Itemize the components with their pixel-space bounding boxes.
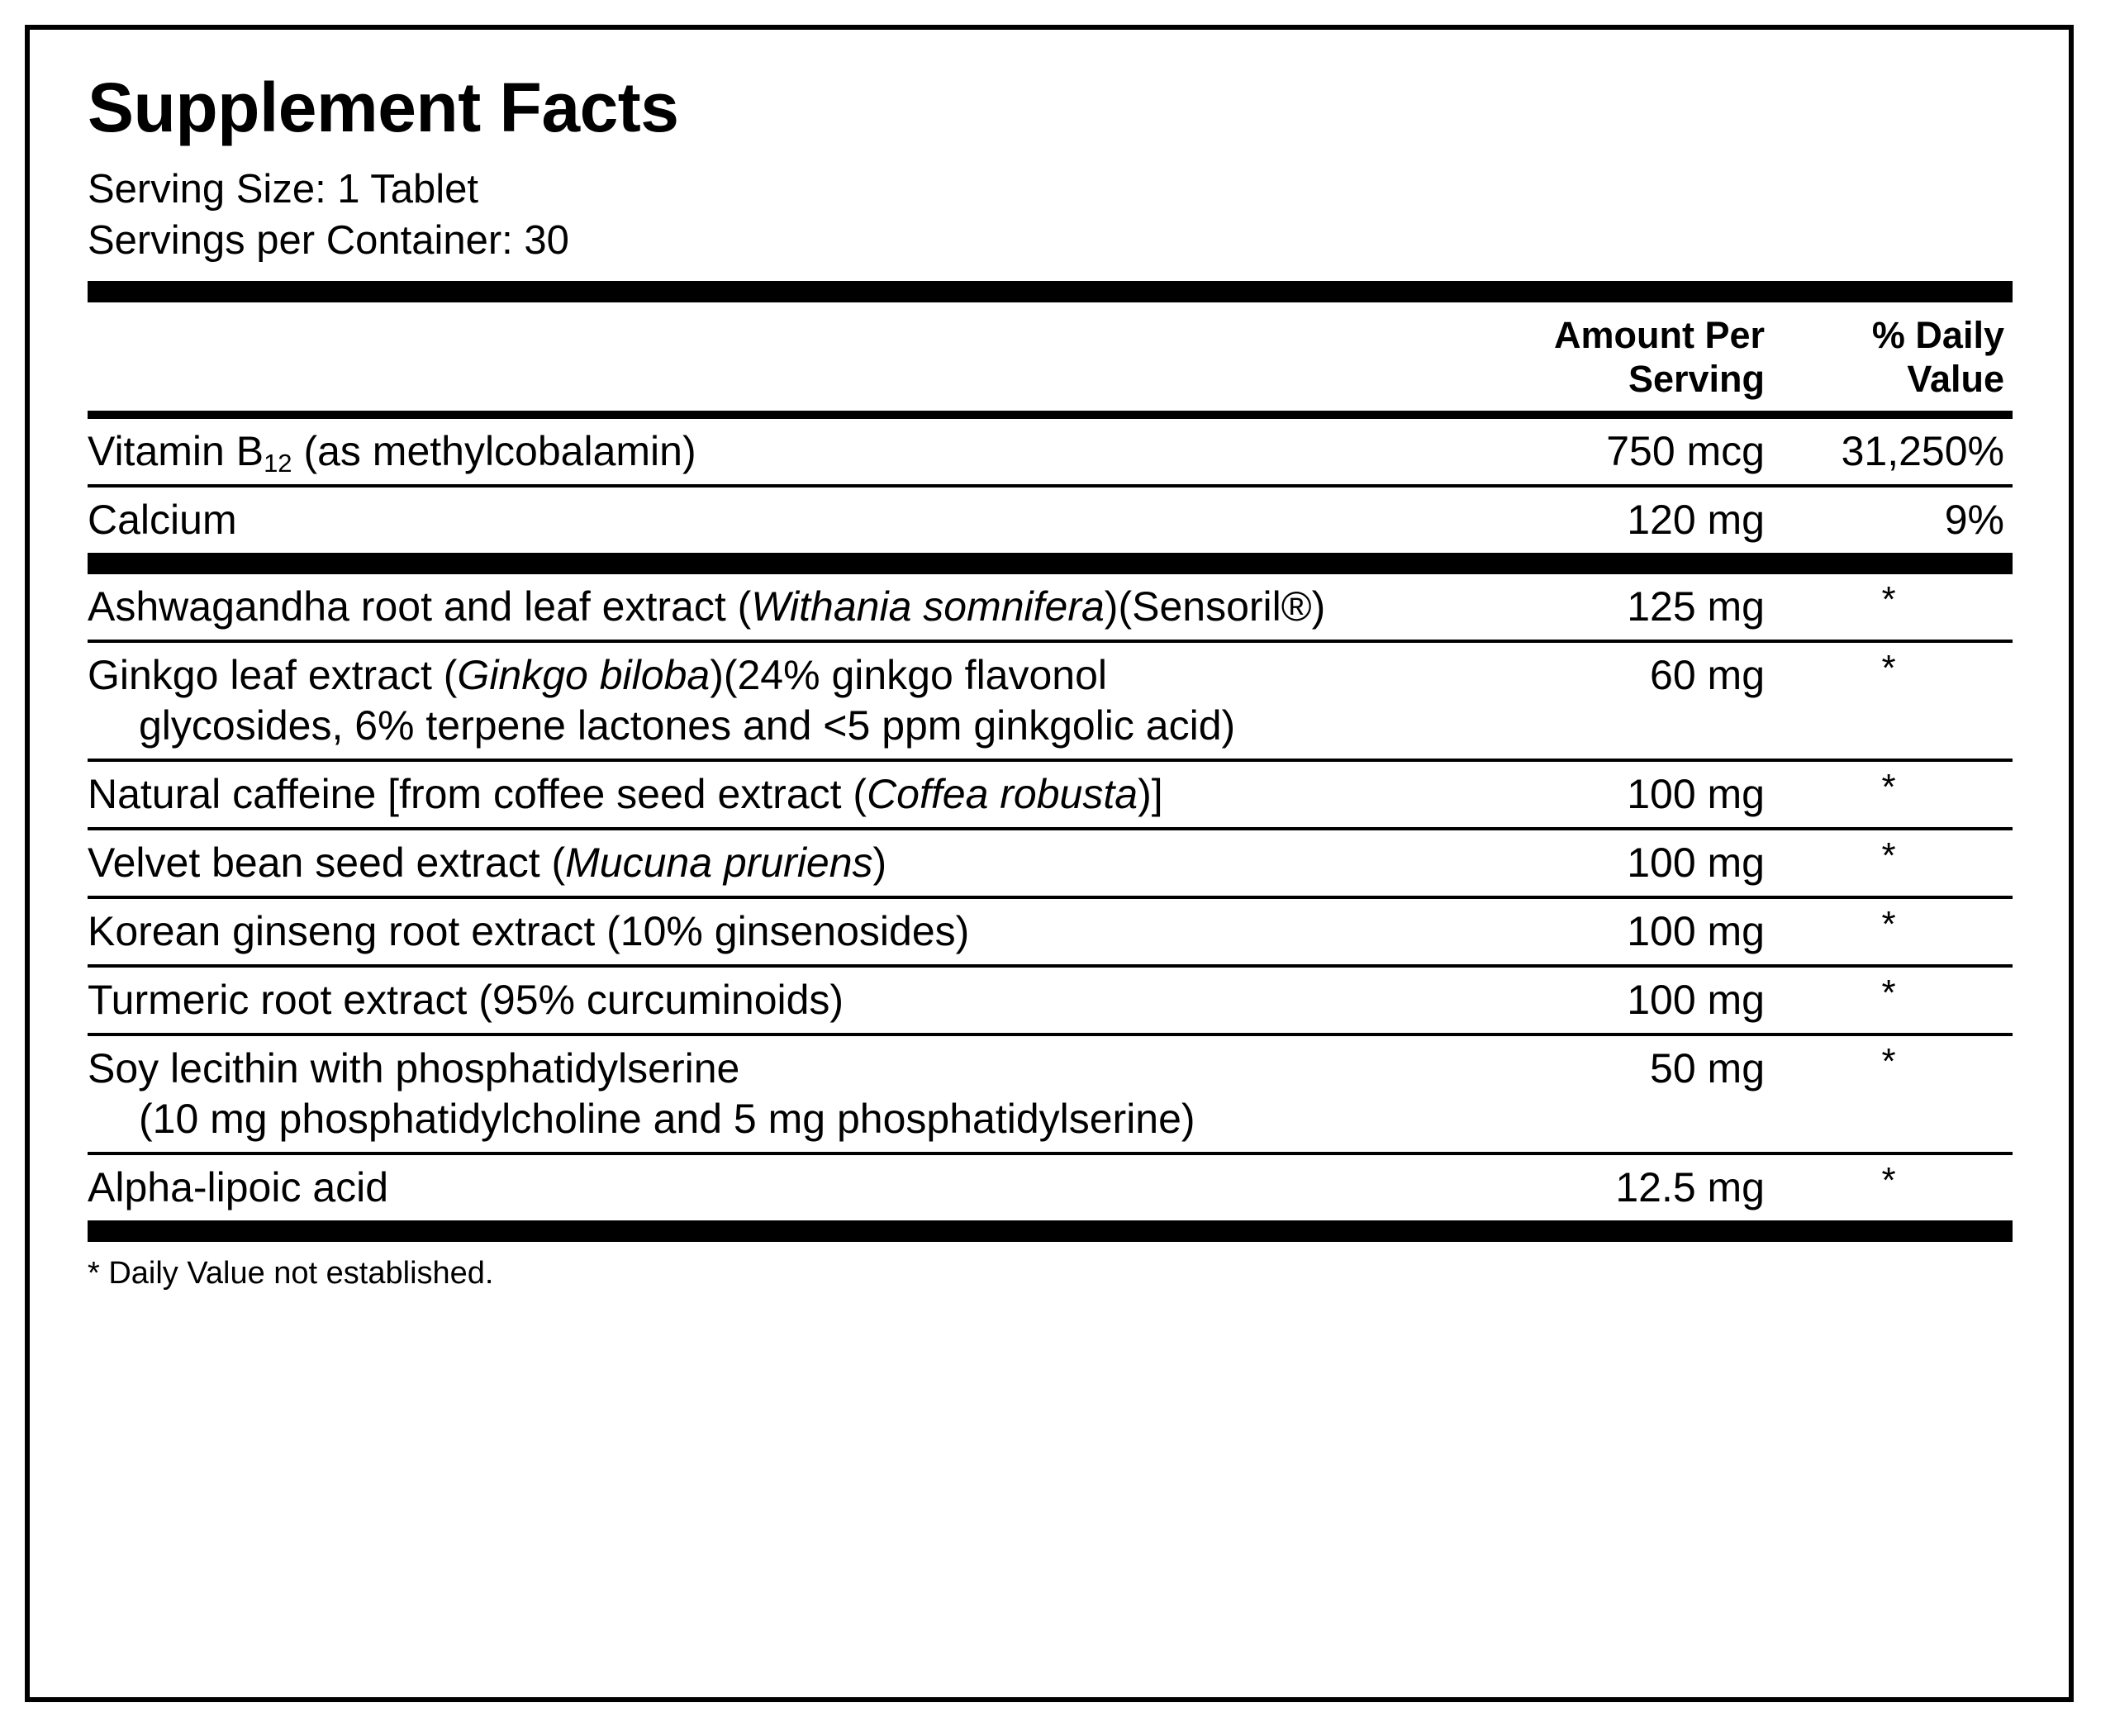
nutrient-name xyxy=(88,488,1467,553)
ingredient-daily-value: * xyxy=(1881,766,1896,807)
ingredient-name-part: Alpha-lipoic acid xyxy=(88,1163,389,1210)
divider-medium xyxy=(88,411,2013,419)
divider-row-thick xyxy=(88,553,2013,574)
ingredient-name-part: Natural caffeine [from coffee seed extract ( xyxy=(88,770,867,817)
table-header-row xyxy=(88,302,2013,410)
ingredient-name-part: )(24% ginkgo flavonol xyxy=(710,651,1108,698)
ingredient-amount: 100 mg xyxy=(1627,907,1765,954)
table-row xyxy=(88,488,2013,553)
ingredient-name xyxy=(88,830,1467,896)
divider-thick xyxy=(88,1220,2013,1242)
ingredient-name-part: Ginkgo leaf extract ( xyxy=(88,651,458,698)
table-row xyxy=(88,1036,2013,1152)
ingredient-amount: 60 mg xyxy=(1650,651,1765,698)
table-row xyxy=(88,419,2013,484)
ingredient-name-part: Soy lecithin with phosphatidylserine xyxy=(88,1044,740,1092)
ingredient-name xyxy=(88,574,1467,640)
divider-thick xyxy=(88,553,2013,574)
table-row xyxy=(88,643,2013,759)
ingredient-daily-value: * xyxy=(1881,903,1896,944)
divider-row-header xyxy=(88,411,2013,419)
ingredient-name-part: )] xyxy=(1138,770,1163,817)
servings-per-container: Servings per Container: 30 xyxy=(88,218,569,264)
divider-top-thick xyxy=(88,281,2013,302)
ingredient-name-part: Ashwagandha root and leaf extract ( xyxy=(88,583,752,630)
ingredient-name-part: Turmeric root extract (95% curcuminoids) xyxy=(88,976,844,1023)
facts-table xyxy=(88,302,2013,1241)
ingredient-name-line2: (10 mg phosphatidylcholine and 5 mg phosphatidylserine) xyxy=(139,1095,1195,1142)
ingredient-amount: 100 mg xyxy=(1627,976,1765,1023)
ingredient-name xyxy=(88,1036,1467,1152)
ingredient-daily-value: * xyxy=(1881,835,1896,876)
header-blank-cell xyxy=(88,302,1467,410)
nutrient-name-pre: Calcium xyxy=(88,496,237,543)
nutrient-amount: 750 mcg xyxy=(1606,427,1765,474)
ingredient-daily-value: * xyxy=(1881,972,1896,1013)
ingredient-amount: 100 mg xyxy=(1627,770,1765,817)
header-amount-line2: Serving xyxy=(1628,357,1765,400)
serving-size: Serving Size: 1 Tablet xyxy=(88,167,479,212)
table-row xyxy=(88,830,2013,896)
table-row xyxy=(88,574,2013,640)
nutrient-amount: 120 mg xyxy=(1627,496,1765,543)
header-daily-value xyxy=(1773,302,2013,410)
ingredient-amount: 50 mg xyxy=(1650,1044,1765,1092)
ingredient-amount: 12.5 mg xyxy=(1615,1163,1765,1210)
ingredient-name-part: )(Sensoril®) xyxy=(1104,583,1326,630)
table-row xyxy=(88,762,2013,827)
nutrient-daily-value: 31,250% xyxy=(1841,427,2004,474)
ingredient-latin-name: Ginkgo biloba xyxy=(457,651,711,698)
table-row xyxy=(88,968,2013,1033)
supplement-facts-panel xyxy=(25,25,2074,1702)
ingredient-name-line2: glycosides, 6% terpene lactones and <5 ppm ginkgolic acid) xyxy=(139,702,1236,749)
ingredient-name xyxy=(88,643,1467,759)
table-row xyxy=(88,1155,2013,1220)
panel-inner xyxy=(88,69,2013,1292)
nutrient-name-sub: 12 xyxy=(264,448,292,478)
ingredient-daily-value: * xyxy=(1881,578,1896,620)
ingredient-name xyxy=(88,1155,1467,1220)
nutrient-name-post: (as methylcobalamin) xyxy=(292,427,696,474)
ingredient-name xyxy=(88,968,1467,1033)
header-dv-line1: % Daily xyxy=(1871,314,2004,357)
ingredient-latin-name: Mucuna pruriens xyxy=(565,839,873,886)
ingredient-daily-value: * xyxy=(1881,1040,1896,1082)
nutrient-daily-value: 9% xyxy=(1944,496,2004,543)
ingredient-amount: 100 mg xyxy=(1627,839,1765,886)
page-title: Supplement Facts xyxy=(88,69,679,146)
ingredient-daily-value: * xyxy=(1881,1159,1896,1201)
nutrient-name xyxy=(88,419,1467,484)
ingredient-name xyxy=(88,899,1467,964)
ingredient-name-part: Korean ginseng root extract (10% ginsenosides) xyxy=(88,907,970,954)
ingredient-name-part: ) xyxy=(872,839,887,886)
table-row xyxy=(88,899,2013,964)
footnote: * Daily Value not established. xyxy=(88,1255,494,1291)
ingredient-name xyxy=(88,762,1467,827)
header-dv-line2: Value xyxy=(1907,357,2004,400)
header-amount-line1: Amount Per xyxy=(1553,314,1765,357)
ingredient-amount: 125 mg xyxy=(1627,583,1765,630)
ingredient-name-part: Velvet bean seed extract ( xyxy=(88,839,566,886)
ingredient-daily-value: * xyxy=(1881,647,1896,688)
ingredient-latin-name: Withania somnifera xyxy=(751,583,1105,630)
divider-row-bottom xyxy=(88,1220,2013,1242)
ingredient-latin-name: Coffea robusta xyxy=(867,770,1138,817)
header-amount-per-serving xyxy=(1467,302,1773,410)
nutrient-name-pre: Vitamin B xyxy=(88,427,264,474)
